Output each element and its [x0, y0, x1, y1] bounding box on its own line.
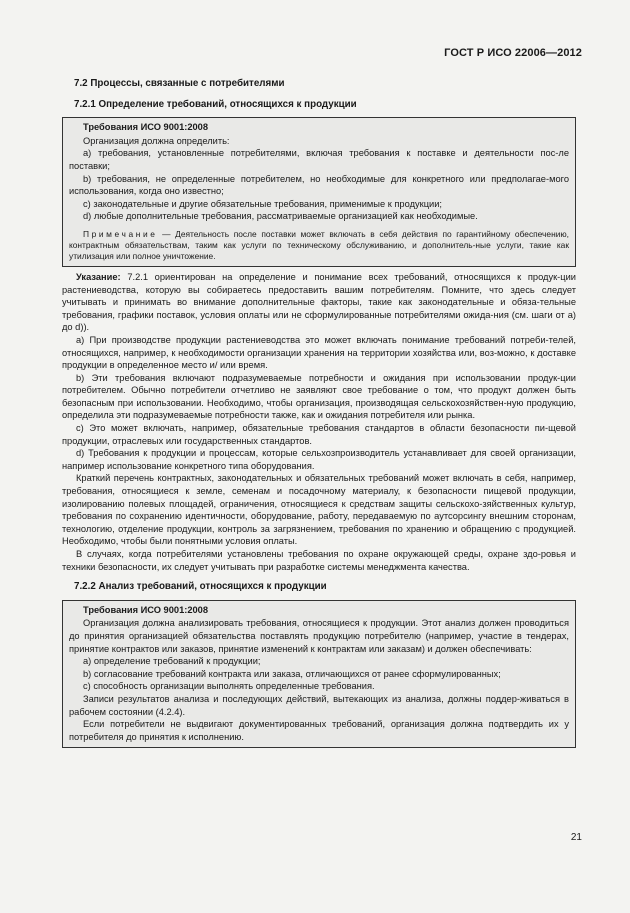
page-content	[62, 78, 576, 752]
page-number: 21	[570, 832, 582, 843]
subsection-title-7-2-2: 7.2.2 Анализ требований, относящихся к продукции	[74, 581, 327, 593]
indication-paragraph	[62, 271, 576, 334]
box-line: Если потребители не выдвигают документированных требований, организация должна подтвердить их у потребителя до принятия к исполнению.	[69, 719, 569, 742]
box-line: Организация должна анализировать требования, относящиеся к продукции. Этот анализ должен проводиться до принятия организацией обязательства поставлять продукцию потребителю (например, участие в тендерах, принятие контрактов или заказов, принятие изменений к контрактам или заказам) и должен обеспечивать:	[69, 618, 569, 654]
box-line: b) требования, не определенные потребителем, но необходимые для конкретного или предполагае-мого использования, когда оно известно;	[69, 173, 569, 197]
indication-text: 7.2.1 ориентирован на определение и понимание всех требований, относящихся к продук-ции растениеводства, которую вы собираетесь предоставить вашим потребителям. Помните, что здесь следует учитывать и принимать во внимание дополнительные факторы, такие как законодательные и обяза-тельные требования, графики поставок, условия оплаты или не сформулированные потребителями ожида-ния (см. шаги от а) до d)).	[62, 271, 576, 333]
standard-header: ГОСТ Р ИСО 22006—2012	[444, 47, 582, 59]
body-paragraph: c) Это может включать, например, обязательные требования стандартов в области безопасности пи-щевой продукции, отраслевых или государственных стандартов.	[62, 423, 576, 446]
box-line: Записи результатов анализа и последующих действий, вытекающих из анализа, должны поддер-живаться в рабочем состоянии (4.2.4).	[69, 693, 569, 717]
box-line: c) законодательные и другие обязательные требования, применимые к продукции;	[83, 198, 443, 209]
body-paragraph: Краткий перечень контрактных, законодательных и обязательных требований может включать в себя, например, требования, относящиеся к земле, семенам и посадочному материалу, к безопасности пищевой продукции, изолированию полевых площадей, ограничения, относящиеся к средствам защиты сельскохо-зяйственных культур, требования по сохранению идентичности, оборудование, работу, передаваемую по аутсорсингу внешним сторонам, технологию, отделение продукции, контроль за загрязнением, требования по хранению и обращению с продукцией. Необходимо, чтобы были понятными условия оплаты.	[62, 473, 576, 547]
box-title: Требования ИСО 9001:2008	[83, 604, 209, 615]
indication-label: Указание:	[76, 271, 121, 282]
body-paragraph: d) Требования к продукции и процессам, которые сельхозпроизводитель устанавливает для своей организации, например использование конкретного типа оборудования.	[62, 448, 576, 471]
box-line: b) согласование требований контракта или заказа, отличающихся от ранее сформулированных;	[83, 668, 501, 679]
iso-requirements-box-1	[62, 117, 576, 267]
box-line: c) способность организации выполнять определенные требования.	[83, 681, 375, 692]
body-paragraph: b) Эти требования включают подразумеваемые потребности и ожидания при использовании продук-ции потребителем. Обычно потребители отчетливо не заявляют свое требование о том, что продукт должен быть безопасным при использовании. Необходимо, чтобы организация, производящая сельскохозяйствен-ную продукцию, определила эти подразумеваемые потребности также, как и ожидания потребителя или рынка.	[62, 372, 576, 421]
box-title: Требования ИСО 9001:2008	[83, 122, 209, 133]
note-label: Примечание	[83, 228, 158, 239]
body-paragraph: а) При производстве продукции растениеводства это может включать понимание требований потреби-телей, относящихся, например, к необходимости организации хранения на территории хозяйства или, воз-можно, к доставке продукции в определенное место и/ или время.	[62, 334, 576, 371]
section-title: 7.2 Процессы, связанные с потребителями	[74, 78, 285, 89]
box-line: d) любые дополнительные требования, рассматриваемые организацией как необходимые.	[83, 211, 478, 222]
note	[69, 229, 569, 262]
box-line: а) определение требований к продукции;	[83, 656, 261, 667]
iso-requirements-box-2	[62, 600, 576, 749]
box-line: а) требования, установленные потребителями, включая требования к поставке и деятельности пос-ле поставки;	[69, 148, 569, 171]
body-paragraph: В случаях, когда потребителями установлены требования по охране окружающей среды, охране здо-ровья и техники безопасности, их следует учитывать при разработке системы менеджмента качества.	[62, 549, 576, 572]
box-line: Организация должна определить:	[83, 135, 230, 146]
note-text: — Деятельность после поставки может включать в себя действия по гарантийному обеспечению, контрактным обязательствам, таким как услуги по техническому обслуживанию, и дополнитель-ные услуги, такие как утилизация или полное уничтожение.	[69, 228, 569, 261]
subsection-title-7-2-1: 7.2.1 Определение требований, относящихся к продукции	[74, 98, 357, 110]
